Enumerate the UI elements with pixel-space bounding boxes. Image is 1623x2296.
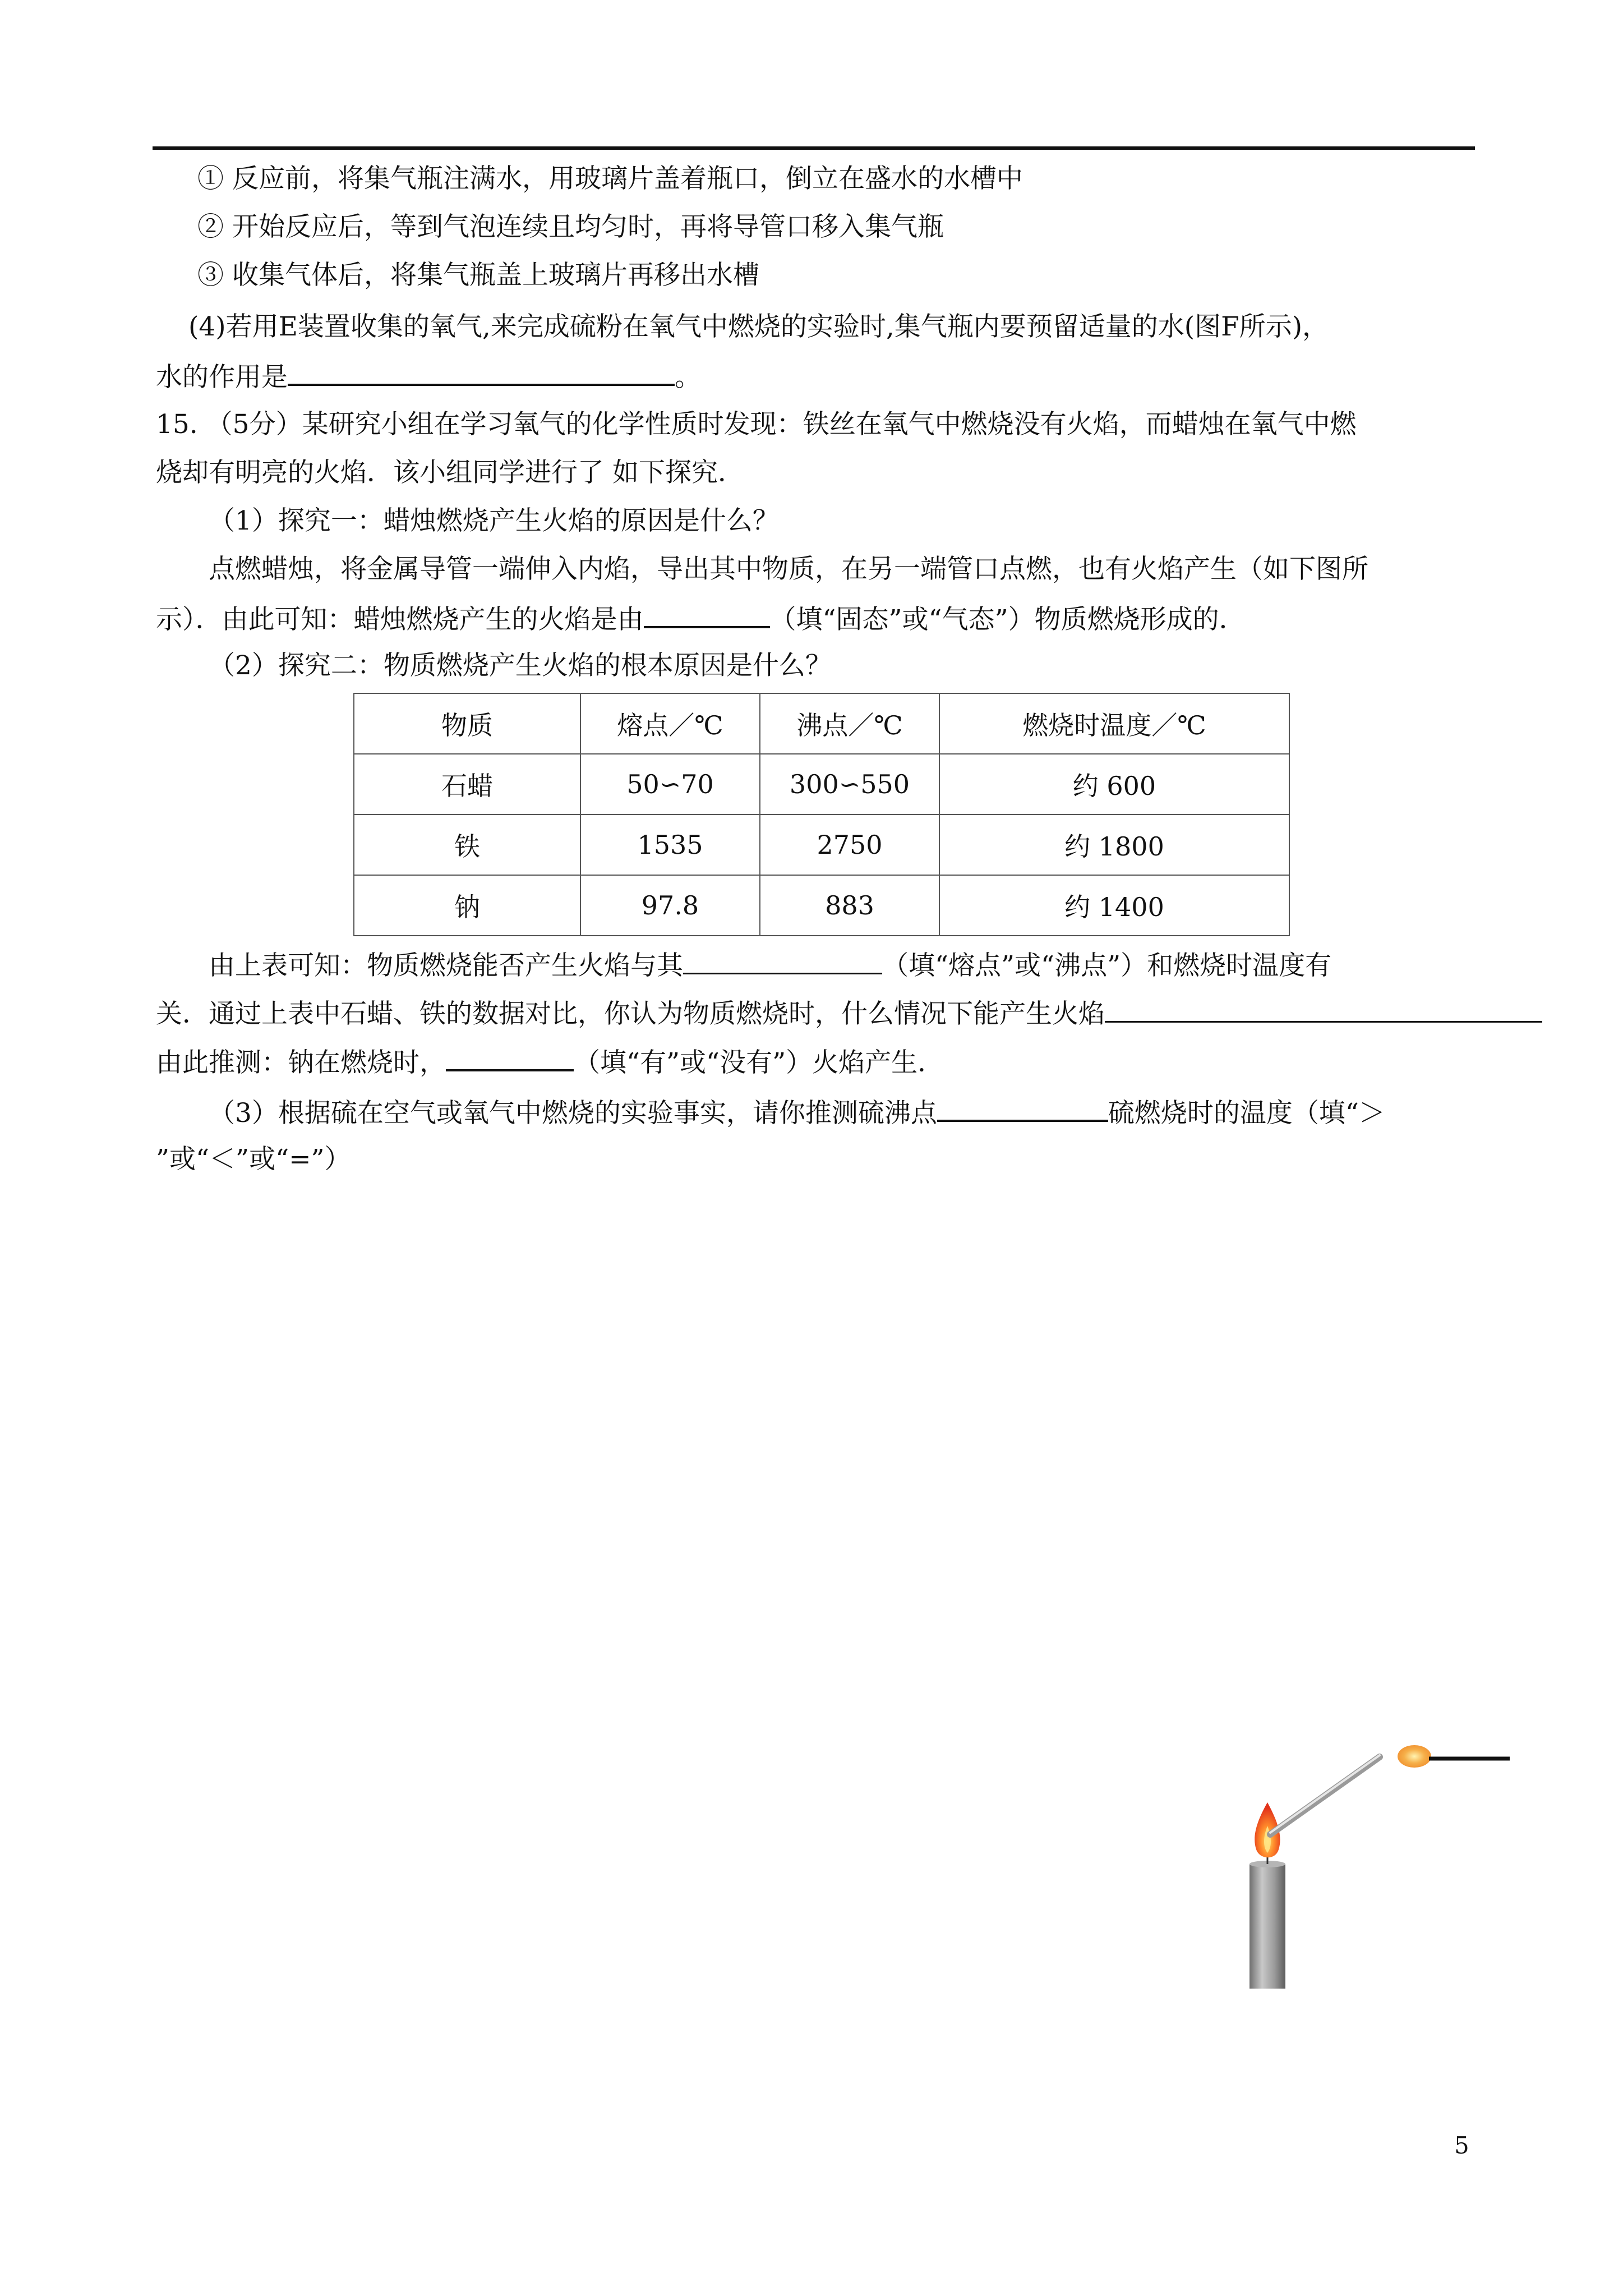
part1-title: （1）探究一：蜡烛燃烧产生火焰的原因是什么？ (209, 505, 779, 536)
part1-line2-pre: 示）．由此可知：蜡烛燃烧产生的火焰是由 (156, 604, 644, 635)
table-cell: 钠 (354, 875, 580, 936)
metal-tube (1270, 1757, 1380, 1834)
step-1: ① 反应前，将集气瓶注满水，用玻璃片盖着瓶口，倒立在盛水的水槽中 (197, 163, 1023, 194)
table-cell: 约 1800 (939, 815, 1289, 875)
answer-blank-sodium-flame[interactable] (446, 1045, 574, 1071)
tube-flame-icon (1398, 1745, 1431, 1768)
table-cell: 约 1400 (939, 875, 1289, 936)
part3-line1 (209, 1095, 1385, 1130)
q4-line2-pre: 水的作用是 (156, 362, 288, 393)
part1-line1: 点燃蜡烛，将金属导管一端伸入内焰，导出其中物质，在另一端管口点燃，也有火焰产生（如下图所 (209, 554, 1368, 585)
after-table-line3 (156, 1045, 944, 1079)
part1-line2-post: （填“固态”或“气态”）物质燃烧形成的． (769, 604, 1246, 635)
table-cell: 883 (760, 875, 939, 936)
answer-blank-property[interactable] (683, 948, 882, 974)
page-number: 5 (1454, 2132, 1469, 2159)
answer-blank-condition[interactable] (1105, 996, 1542, 1023)
q15-intro-1: 15. （5分）某研究小组在学习氧气的化学性质时发现：铁丝在氧气中燃烧没有火焰，而蜡烛在氧气中燃 (156, 409, 1357, 440)
q4-line1: (4)若用E装置收集的氧气,来完成硫粉在氧气中燃烧的实验时,集气瓶内要预留适量的水(图F所示)， (188, 311, 1329, 342)
candle-body (1249, 1864, 1285, 1989)
q15-intro-2: 烧却有明亮的火焰．该小组同学进行了 如下探究． (156, 457, 744, 488)
after-table-line2 (156, 996, 1542, 1030)
answer-blank-state[interactable] (644, 601, 770, 628)
table-cell: 2750 (760, 815, 939, 875)
after-table-line3-pre: 由此推测：钠在燃烧时， (156, 1047, 446, 1078)
table-cell: 50∽70 (580, 754, 760, 815)
part3-line2: ”或“＜”或“=”） (156, 1144, 351, 1175)
table-header-cell: 熔点／℃ (580, 693, 760, 754)
table-header-cell: 燃烧时温度／℃ (939, 693, 1289, 754)
part2-title: （2）探究二：物质燃烧产生火焰的根本原因是什么？ (209, 650, 832, 681)
after-table-line3-post: （填“有”或“没有”）火焰产生． (574, 1047, 944, 1078)
part3-line1-post: 硫燃烧时的温度（填“＞ (1108, 1098, 1385, 1129)
after-table-line1-pre: 由上表可知：物质燃烧能否产生火焰与其 (209, 950, 683, 981)
table-header-row (354, 693, 1289, 754)
table-cell: 300∽550 (760, 754, 939, 815)
table-cell: 1535 (580, 815, 760, 875)
part3-line1-pre: （3）根据硫在空气或氧气中燃烧的实验事实，请你推测硫沸点 (209, 1098, 937, 1129)
table-header-cell: 物质 (354, 693, 580, 754)
after-table-line2-pre: 关．通过上表中石蜡、铁的数据对比，你认为物质燃烧时，什么情况下能产生火焰 (156, 999, 1105, 1029)
table-row (354, 815, 1289, 875)
table-cell: 97.8 (580, 875, 760, 936)
candle-tube-figure (1217, 1731, 1520, 2000)
properties-table (353, 693, 1290, 936)
after-table-line1 (209, 948, 1331, 982)
q4-line2 (156, 359, 701, 394)
header-rule (153, 146, 1475, 150)
table-cell: 约 600 (939, 754, 1289, 815)
q4-line2-post: 。 (675, 362, 701, 393)
part1-line2 (156, 601, 1246, 636)
table-header-cell: 沸点／℃ (760, 693, 939, 754)
table-row (354, 754, 1289, 815)
table-cell: 铁 (354, 815, 580, 875)
answer-blank-water-role[interactable] (288, 359, 675, 386)
table-row (354, 875, 1289, 936)
step-3: ③ 收集气体后，将集气瓶盖上玻璃片再移出水槽 (197, 260, 759, 291)
step-2: ② 开始反应后，等到气泡连续且均匀时，再将导管口移入集气瓶 (197, 211, 944, 242)
after-table-line1-post: （填“熔点”或“沸点”）和燃烧时温度有 (882, 950, 1332, 981)
answer-blank-sulfur-compare[interactable] (937, 1095, 1108, 1122)
table-cell: 石蜡 (354, 754, 580, 815)
